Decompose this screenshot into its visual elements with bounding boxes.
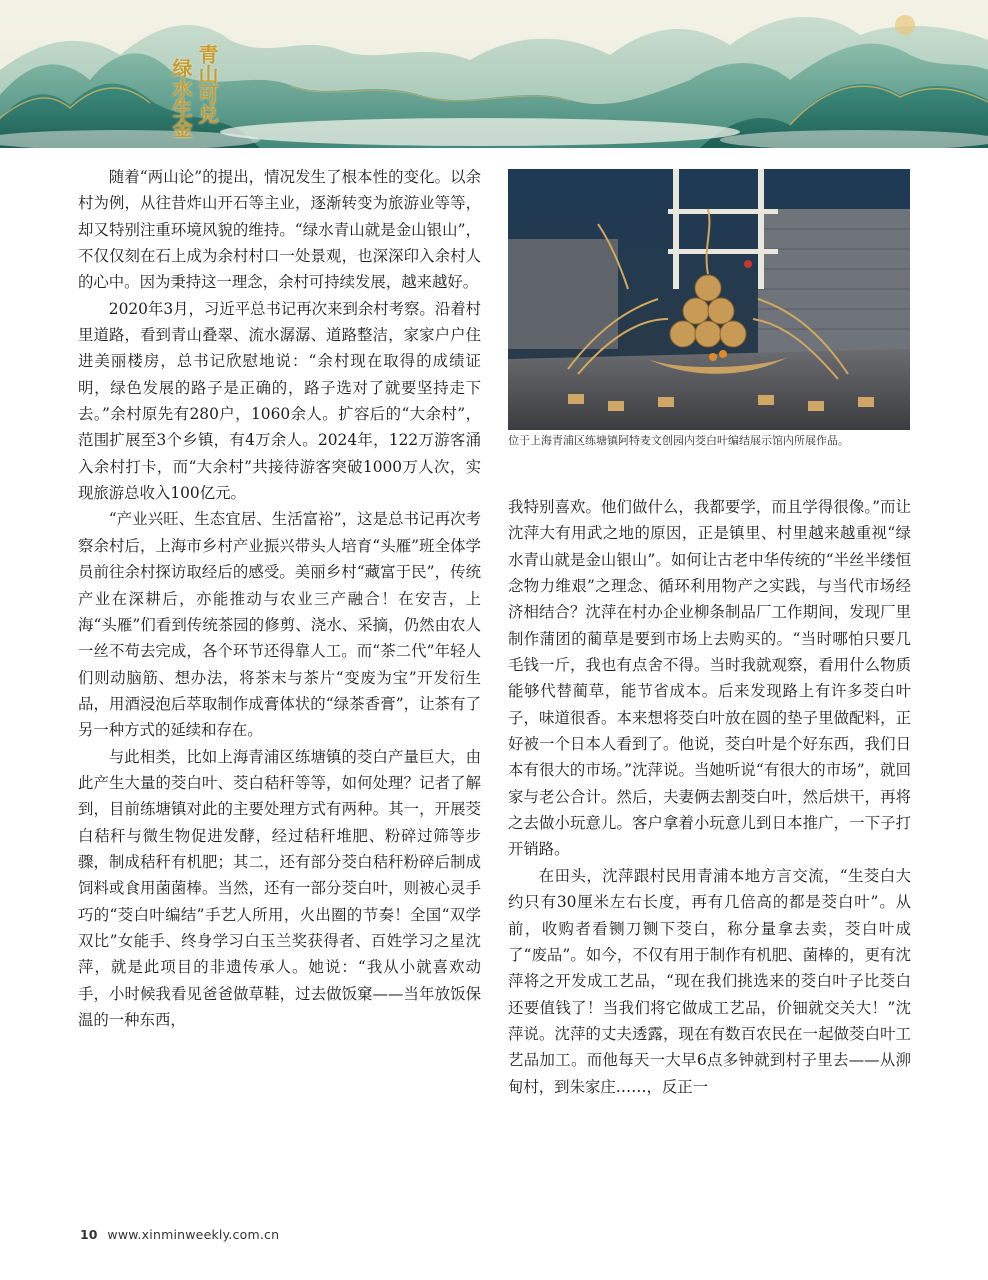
paragraph: “产业兴旺、生态宜居、生活富裕”，这是总书记再次考察余村后，上海市乡村产业振兴带头人培育“头雁”班全体学员前往余村探访取经后的感受。美丽乡村“藏富于民”，传统产业在深耕后，亦能推动与农业三产融合！在安吉，上海“头雁”们看到传统茶园的修剪、浇水、采摘，仍然由农人一丝不苟去完成，各个环节还得靠人工。而“茶二代”年轻人们则动脑筋、想办法，将茶末与茶片“变废为宝”开发衍生品，用酒浸泡后萃取制作成膏体状的“绿茶香膏”，让茶有了另一种方式的延续和存在。 xyxy=(78,510,481,740)
paragraph: 随着“两山论”的提出，情况发生了根本性的变化。以余村为例，从往昔炸山开石等主业，逐渐转变为旅游业等等，却又特别注重环境风貌的维持。“绿水青山就是金山银山”，不仅仅刻在石上成为余村村口一处景观，也深深印入余村人的心中。因为秉持这一理念，余村可持续发展，越来越好。 xyxy=(78,168,481,292)
straw-weaving-exhibit-photo xyxy=(508,169,910,430)
paragraph: 与此相类，比如上海青浦区练塘镇的茭白产量巨大，由此产生大量的茭白叶、茭白秸秆等等，如何处理？记者了解到，目前练塘镇对此的主要处理方式有两种。其一，开展茭白秸秆与微生物促进发酵，经过秸秆堆肥、粉碎过筛等步骤，制成秸秆有机肥；其二，还有部分茭白秸秆粉碎后制成饲料或食用菌菌棒。当然，还有一部分茭白叶，则被心灵手巧的“茭白叶编结”手艺人所用，火出圈的节奏！全国“双学双比”女能手、终身学习白玉兰奖获得者、百姓学习之星沈萍，就是此项目的非遗传承人。她说：“我从小就喜欢动手，小时候我看见爸爸做草鞋，过去做饭窠——当年放饭保温的一种东西， xyxy=(78,747,481,1029)
page-number: 10 xyxy=(80,1227,98,1242)
section-title-line-2: 绿水生金 xyxy=(169,58,193,138)
exhibit-illustration xyxy=(508,169,910,430)
photo-caption: 位于上海青浦区练塘镇阿特麦文创园内茭白叶编结展示馆内所展作品。 xyxy=(508,434,849,447)
website-url[interactable]: www.xinminweekly.com.cn xyxy=(107,1227,280,1242)
section-title xyxy=(170,44,218,138)
header-banner xyxy=(0,0,988,148)
page-footer xyxy=(80,1227,279,1242)
right-text-column xyxy=(508,494,911,1100)
section-title-line-1: 青山可兑 xyxy=(195,44,219,124)
mountain-landscape-illustration xyxy=(0,0,988,148)
paragraph: 我特别喜欢。他们做什么，我都要学，而且学得很像。”而让沈萍大有用武之地的原因，正是镇里、村里越来越重视“绿水青山就是金山银山”。如何让古老中华传统的“半丝半缕恒念物力维艰”之理念、循环利用物产之实践，与当代市场经济相结合？沈萍在村办企业柳条制品厂工作期间，发现厂里制作蒲团的蔺草是要到市场上去购买的。“当时哪怕只要几毛钱一斤，我也有点舍不得。当时我就观察，看用什么物质能够代替蔺草，能节省成本。后来发现路上有许多茭白叶子，味道很香。本来想将茭白叶放在圆的垫子里做配料，正好被一个日本人看到了。他说，茭白叶是个好东西，我们日本有很大的市场。”沈萍说。当她听说“有很大的市场”，就回家与老公合计。然后，夫妻俩去割茭白叶，然后烘干，再将之去做小玩意儿。客户拿着小玩意儿到日本推广，一下子打开销路。 xyxy=(508,498,911,859)
left-text-column xyxy=(78,164,481,1033)
paragraph: 在田头，沈萍跟村民用青浦本地方言交流，“生茭白大约只有30厘米左右长度，再有几倍高的都是茭白叶”。从前，收购者看铡刀铡下茭白，称分量拿去卖，茭白叶成了“废品”。如今，不仅有用于制作有机肥、菌棒的，更有沈萍将之开发成工艺品，“现在我们挑选来的茭白叶子比茭白还要值钱了！当我们将它做成工艺品，价钿就交关大！”沈萍说。沈萍的丈夫透露，现在有数百农民在一起做茭白叶工艺品加工。而他每天一大早6点多钟就到村子里去——从泖甸村，到朱家庄……，反正一 xyxy=(508,866,911,1096)
paragraph: 2020年3月，习近平总书记再次来到余村考察。沿着村里道路，看到青山叠翠、流水潺潺、道路整洁，家家户户住进美丽楼房，总书记欣慰地说：“余村现在取得的成绩证明，绿色发展的路子是正确的，路子选对了就要坚持走下去。”余村原先有280户，1060余人。扩容后的“大余村”，范围扩展至3个乡镇，有4万余人。2024年，122万游客涌入余村打卡，而“大余村”共接待游客突破1000万人次，实现旅游总收入100亿元。 xyxy=(78,299,481,503)
